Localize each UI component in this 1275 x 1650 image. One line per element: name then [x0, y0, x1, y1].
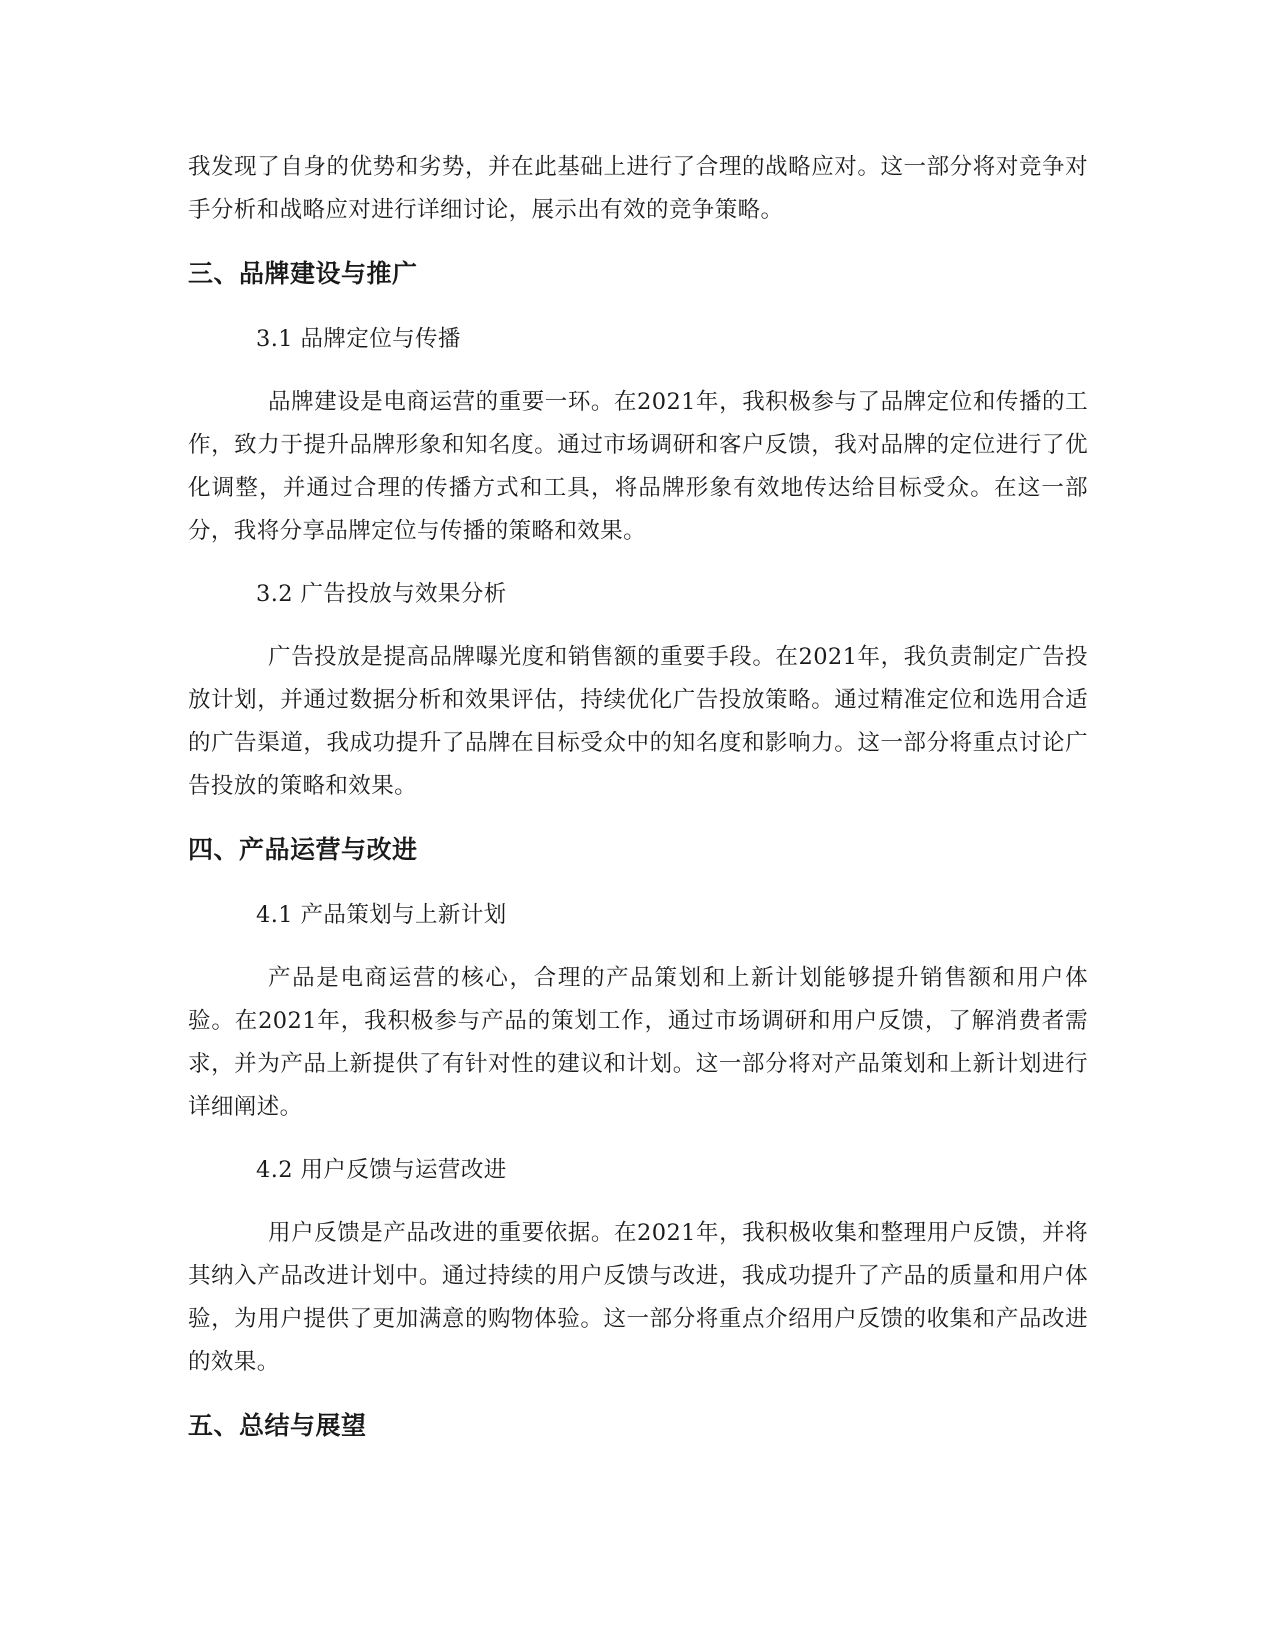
subsection-heading: 3.1 品牌定位与传播	[256, 326, 461, 352]
document-body	[188, 146, 1088, 1470]
section-heading: 四、产品运营与改进	[188, 835, 418, 864]
body-paragraph: 品牌建设是电商运营的重要一环。在2021年，我积极参与了品牌定位和传播的工作，致力于提升品牌形象和知名度。通过市场调研和客户反馈，我对品牌的定位进行了优化调整，并通过合理的传播方式和工具，将品牌形象有效地传达给目标受众。在这一部分，我将分享品牌定位与传播的策略和效果。	[188, 389, 1088, 544]
section-product-operations	[188, 828, 1088, 1384]
body-paragraph: 产品是电商运营的核心，合理的产品策划和上新计划能够提升销售额和用户体验。在2021年，我积极参与产品的策划工作，通过市场调研和用户反馈，了解消费者需求，并为产品上新提供了有针对性的建议和计划。这一部分将对产品策划和上新计划进行详细阐述。	[188, 965, 1088, 1120]
subsection-advertising	[188, 573, 1088, 808]
intro-continuation-paragraph: 我发现了自身的优势和劣势，并在此基础上进行了合理的战略应对。这一部分将对竞争对手分析和战略应对进行详细讨论，展示出有效的竞争策略。	[188, 154, 1088, 223]
subsection-brand-positioning	[188, 318, 1088, 553]
section-summary-outlook	[188, 1404, 1088, 1448]
section-heading: 三、品牌建设与推广	[188, 259, 418, 288]
subsection-heading: 4.2 用户反馈与运营改进	[256, 1157, 507, 1183]
subsection-heading: 4.1 产品策划与上新计划	[256, 902, 507, 928]
section-heading: 五、总结与展望	[188, 1411, 367, 1440]
section-brand-building	[188, 252, 1088, 808]
subsection-user-feedback	[188, 1149, 1088, 1384]
body-paragraph: 用户反馈是产品改进的重要依据。在2021年，我积极收集和整理用户反馈，并将其纳入产品改进计划中。通过持续的用户反馈与改进，我成功提升了产品的质量和用户体验，为用户提供了更加满意的购物体验。这一部分将重点介绍用户反馈的收集和产品改进的效果。	[188, 1220, 1088, 1375]
subsection-heading: 3.2 广告投放与效果分析	[256, 581, 507, 607]
subsection-product-planning	[188, 894, 1088, 1129]
body-paragraph: 广告投放是提高品牌曝光度和销售额的重要手段。在2021年，我负责制定广告投放计划，并通过数据分析和效果评估，持续优化广告投放策略。通过精准定位和选用合适的广告渠道，我成功提升了品牌在目标受众中的知名度和影响力。这一部分将重点讨论广告投放的策略和效果。	[188, 644, 1088, 799]
